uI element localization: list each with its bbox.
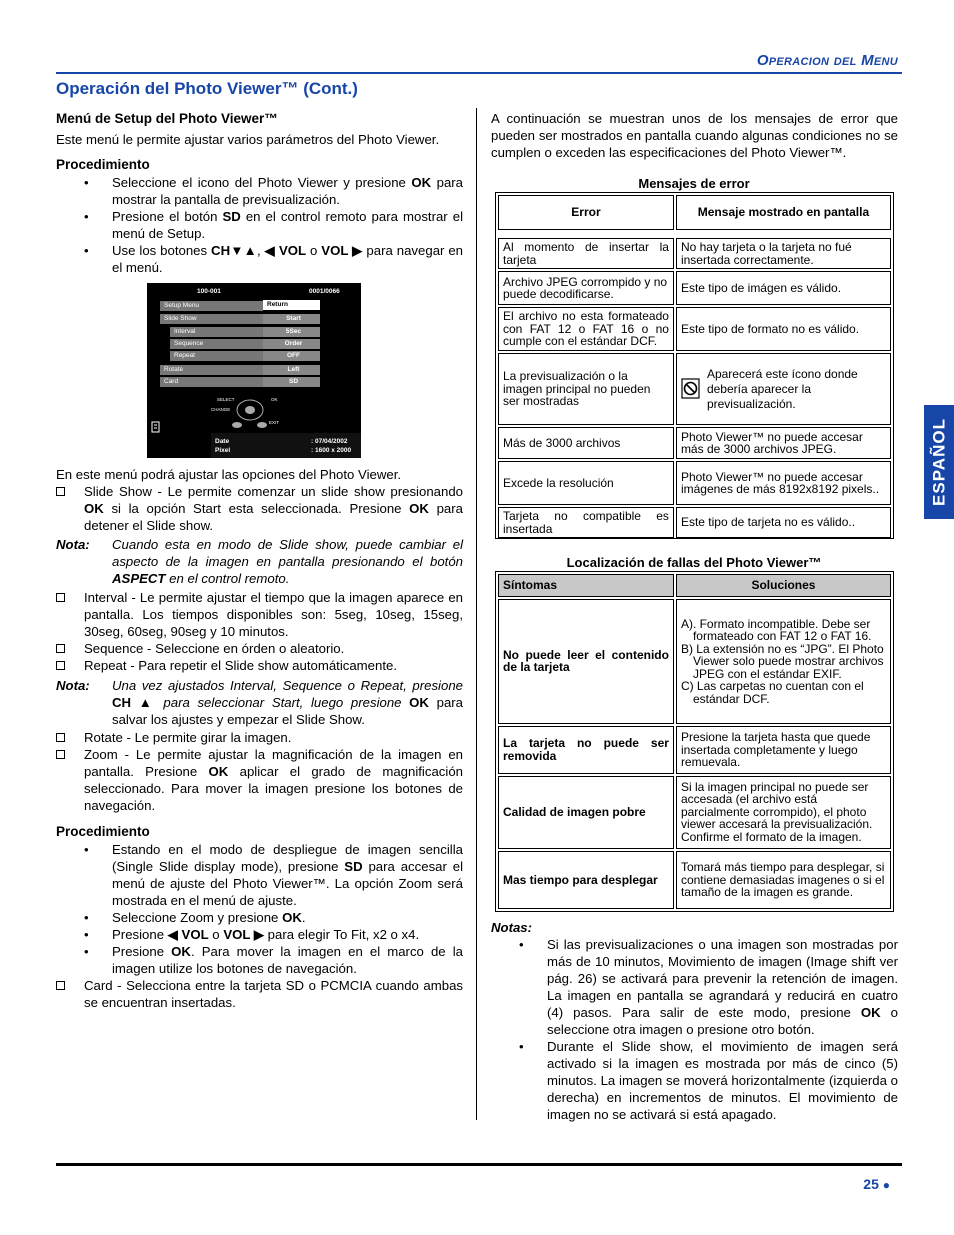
- procedure-heading-2: Procedimiento: [56, 824, 150, 839]
- section-header: Operacion del Menu: [756, 52, 898, 69]
- list-item: • Si las previsualizaciones o una imagen son mostradas por más de 10 minutos, Movimiento de imagen (Image shift ver pág. 26) se activará para prevenir la retención de imagen. La imagen en pantalla se agrandará y reducirá en cuatro (4) pasos. Para salir de este modo, presione OK o seleccione otra imagen o presione otro botón.: [491, 936, 898, 1038]
- tv-label-repeat: Repeat: [170, 351, 263, 361]
- list-item: • Use los botones CH▼▲, ◀ VOL o VOL ▶ para navegar en el menú.: [56, 242, 463, 276]
- tv-exit-label: EXIT: [269, 420, 280, 425]
- option-zoom: Zoom - Le permite ajustar la magnificación de la imagen en pantalla. Presione OK aplicar el grado de magnificación seleccionado. Para mover la imagen presione los botones de navegación.: [56, 746, 463, 814]
- page-title: Operación del Photo Viewer™ (Cont.): [56, 79, 358, 98]
- table-row: Mas tiempo para desplegar Tomará más tiempo para desplegar, si contiene demasiadas imagenes o si el tamaño de la imagen es grande.: [498, 851, 891, 909]
- list-item: • Presione el botón SD en el control remoto para mostrar el menú de Setup.: [56, 208, 463, 242]
- tv-label-slide-show: Slide Show: [160, 314, 263, 324]
- procedure-heading-1: Procedimiento: [56, 157, 150, 172]
- option-list-2: [56, 589, 463, 674]
- table-row: Excede la resolución Photo Viewer™ no puede accesar imágenes de más 8192x8192 pixels..: [498, 461, 891, 505]
- right-intro: A continuación se muestran unos de los mensajes de error que pueden ser mostrados en pantalla cuando algunas condiciones no se cumplen o exceden las especificaciones del Photo Viewer™.: [491, 111, 898, 160]
- table-row: Al momento de insertar la tarjeta No hay tarjeta o la tarjeta no fué insertada correctamente.: [498, 238, 891, 269]
- tv-date-value: : 07/04/2002: [311, 438, 348, 445]
- tv-file-number: 100-001: [197, 288, 221, 295]
- list-item: • Estando en el modo de despliegue de imagen sencilla (Single Slide display mode), presione SD para accesar el menú de ajuste del Photo Viewer™. La opción Zoom será mostrada en el menú de ajuste.: [56, 841, 463, 909]
- option-list-3: [56, 729, 463, 814]
- notes-list: [491, 936, 898, 1123]
- tv-value-rotate: Left: [263, 365, 320, 375]
- no-preview-icon: [681, 378, 701, 400]
- tv-value-return: Return: [263, 300, 320, 310]
- tv-pixel-value: : 1600 x 2000: [311, 447, 352, 454]
- footer-rule: [56, 1163, 902, 1166]
- table-row: No puede leer el contenido de la tarjeta A). Formato incompatible. Debe ser formateado con FAT 12 o FAT 16. B) La extensión no es “JPG”. El Photo Viewer solo puede mostrar archivos JPEG con el estándar EXIF. C) Las carpetas no cuentan con el estándar DCF.: [498, 599, 891, 724]
- option-sequence: Sequence - Seleccione en órden o aleatorio.: [56, 640, 463, 657]
- column-divider: [476, 108, 477, 1120]
- list-item: • Presione ◀ VOL o VOL ▶ para elegir To Fit, x2 o x4.: [56, 926, 463, 943]
- tv-label-card: Card: [160, 377, 263, 387]
- table-row: La tarjeta no puede ser removida Presione la tarjeta hasta que quede insertada completamente y luego remuevala.: [498, 726, 891, 774]
- header-rule: [56, 72, 902, 74]
- tv-label-rotate: Rotate: [160, 365, 263, 375]
- faults-header-solutions: Soluciones: [676, 574, 891, 597]
- errors-table: [495, 192, 894, 539]
- page-number: 25 ●: [863, 1176, 890, 1192]
- notes-label: Notas:: [491, 920, 533, 935]
- option-repeat: Repeat - Para repetir el Slide show automáticamente.: [56, 657, 463, 674]
- left-column: [56, 110, 463, 276]
- table-row: Calidad de imagen pobre Si la imagen principal no puede ser accesada (el archivo está parcialmente corrompido), el photo viewer accesará la previsualización. Confirme el formato de la imagen.: [498, 776, 891, 849]
- tv-value-repeat: OFF: [263, 351, 320, 361]
- option-list-4: [56, 977, 463, 1011]
- option-card: Card - Selecciona entre la tarjeta SD o PCMCIA cuando ambas se encuentran insertadas.: [56, 977, 463, 1011]
- option-slide-show: Slide Show - Le permite comenzar un slide show presionando OK si la opción Start esta seleccionada. Presione OK para detener el Slide show.: [56, 483, 463, 534]
- table-row: Archivo JPEG corrompido y no puede decodificarse. Este tipo de imágen es válido.: [498, 271, 891, 305]
- tv-value-card: SD: [263, 377, 320, 387]
- errors-header-message: Mensaje mostrado en pantalla: [676, 195, 891, 230]
- procedure-list-1: [56, 174, 463, 276]
- list-item: • Seleccione Zoom y presione OK.: [56, 909, 463, 926]
- setup-intro: Este menú le permite ajustar varios parámetros del Photo Viewer.: [56, 132, 440, 147]
- tv-value-sequence: Order: [263, 339, 320, 349]
- notes-section: [491, 936, 898, 1123]
- tv-pixel-label: Pixel: [215, 447, 231, 454]
- faults-title: Localización de fallas del Photo Viewer™: [566, 555, 822, 570]
- tv-label-interval: Interval: [170, 327, 263, 337]
- faults-table: [495, 571, 894, 912]
- list-item: • Seleccione el icono del Photo Viewer y presione OK para mostrar la pantalla de previsualización.: [56, 174, 463, 208]
- option-list-1: [56, 483, 463, 534]
- card-icon: [151, 421, 161, 433]
- tv-select-label: SELECT: [217, 397, 235, 402]
- tv-label-sequence: Sequence: [170, 339, 263, 349]
- list-item: • Durante el Slide show, el movimiento de imagen será activado si la imagen es mostrada por más de cinco (5) minutos. La imagen se moverá horizontalmente (izquierda o derecha) en incrementos de minutos. El movimiento de imagen no se activará si está apagado.: [491, 1038, 898, 1123]
- tv-date-label: Date: [215, 438, 230, 445]
- errors-header-error: Error: [498, 195, 674, 230]
- language-tab: [924, 405, 954, 519]
- menu-intro: En este menú podrá ajustar las opciones del Photo Viewer.: [56, 467, 402, 482]
- tv-label-setup-menu: Setup Menu: [160, 301, 263, 311]
- setup-heading: Menú de Setup del Photo Viewer™: [56, 111, 278, 126]
- note-2: Nota: Una vez ajustados Interval, Sequence o Repeat, presione CH ▲ para seleccionar Start, luego presione OK para salvar los ajustes y empezar el Slide Show.: [56, 678, 464, 727]
- faults-header-symptoms: Síntomas: [498, 574, 674, 597]
- errors-title: Mensajes de error: [638, 176, 750, 191]
- tv-value-interval: 5Sec: [263, 327, 320, 337]
- procedure-list-2: [56, 841, 463, 977]
- table-row: Más de 3000 archivos Photo Viewer™ no puede accesar más de 3000 archivos JPEG.: [498, 427, 891, 459]
- table-row: La previsualización o la imagen principal no pueden ser mostradas Aparecerá este ícono donde debería aparecer la previsualización.: [498, 353, 891, 425]
- tv-change-label: CHANGE: [211, 407, 231, 412]
- tv-value-start: Start: [263, 314, 320, 324]
- list-item: • Presione OK. Para mover la imagen en el marco de la imagen utilize los botones de navegación.: [56, 943, 463, 977]
- setup-menu-screenshot: [147, 283, 361, 458]
- language-tab-label: ESPAÑOL: [929, 418, 949, 506]
- tv-ok-label: OK: [271, 397, 278, 402]
- tv-file-count: 0001/0066: [309, 288, 340, 295]
- option-interval: Interval - Le permite ajustar el tiempo que la imagen aparece en pantalla. Los tiempos disponibles son: 5seg, 10seg, 15seg, 30seg, 60seg, 90seg y 10 minutos.: [56, 589, 463, 640]
- table-row: Tarjeta no compatible es insertada Este tipo de tarjeta no es válido..: [498, 507, 891, 538]
- table-row: El archivo no esta formateado con FAT 12 o FAT 16 o no cumple con el estándar DCF. Este tipo de formato no es válido.: [498, 307, 891, 351]
- left-column-lower: [56, 466, 463, 1011]
- note-1: Nota: Cuando esta en modo de Slide show, puede cambiar el aspecto de la imagen en pantalla presionando el botón ASPECT en el control remoto.: [56, 537, 463, 586]
- option-rotate: Rotate - Le permite girar la imagen.: [56, 729, 463, 746]
